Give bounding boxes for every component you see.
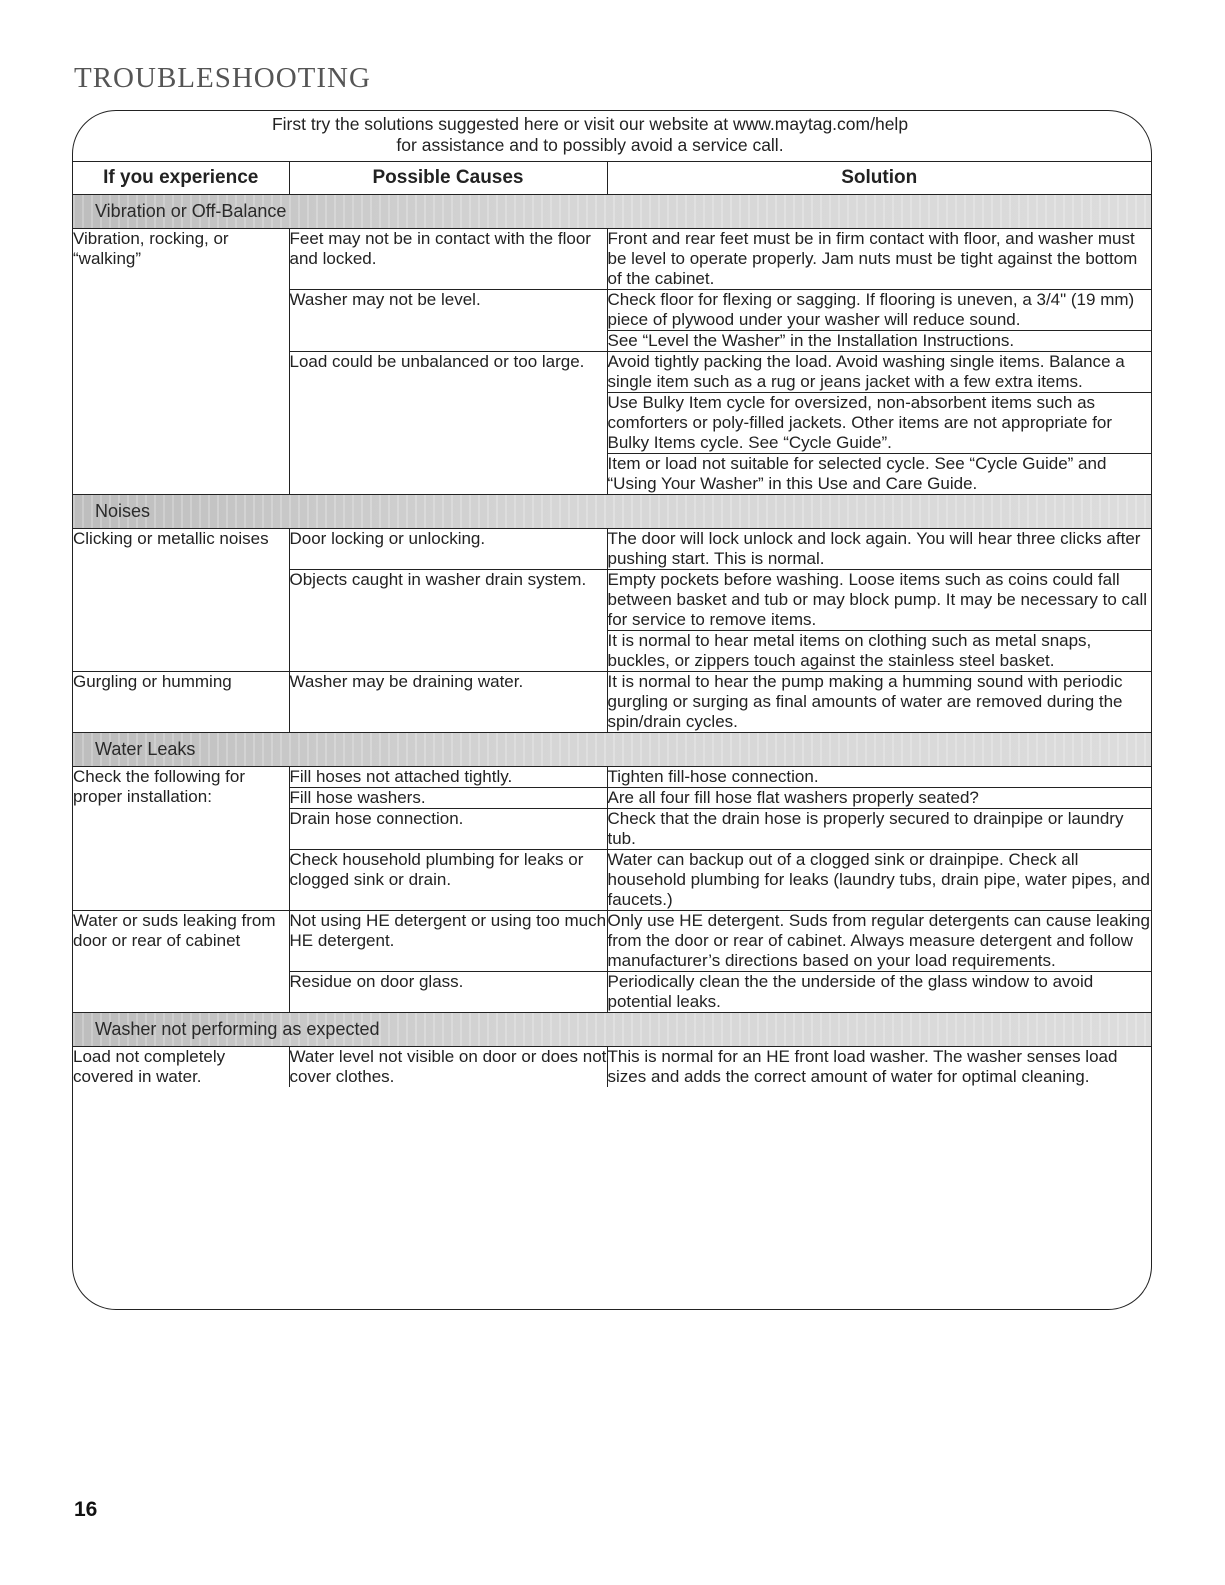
intro-text (150, 114, 1030, 155)
section-header-row (73, 733, 1151, 767)
section-title: Washer not performing as expected (73, 1013, 1151, 1047)
cause-cell: Load could be unbalanced or too large. (289, 352, 607, 495)
section-header-row (73, 495, 1151, 529)
solution-cell: Check floor for flexing or sagging. If flooring is uneven, a 3/4" (19 mm) piece of plywood under your washer will reduce sound. (607, 290, 1151, 331)
experience-cell: Vibration, rocking, or “walking” (73, 229, 289, 495)
header-experience: If you experience (73, 162, 289, 195)
solution-cell: The door will lock unlock and lock again. You will hear three clicks after pushing start. This is normal. (607, 529, 1151, 570)
solution-cell: Are all four fill hose flat washers properly seated? (607, 788, 1151, 809)
section-header-row (73, 195, 1151, 229)
solution-cell: It is normal to hear the pump making a humming sound with periodic gurgling or surging as final amounts of water are removed during the spin/drain cycles. (607, 672, 1151, 733)
page-title: TROUBLESHOOTING (74, 62, 371, 94)
solution-cell: It is normal to hear metal items on clothing such as metal snaps, buckles, or zippers touch against the stainless steel basket. (607, 631, 1151, 672)
experience-cell: Clicking or metallic noises (73, 529, 289, 672)
intro-line: for assistance and to possibly avoid a service call. (396, 134, 784, 155)
table-row (73, 767, 1151, 788)
cause-cell: Drain hose connection. (289, 809, 607, 850)
solution-cell: Check that the drain hose is properly secured to drainpipe or laundry tub. (607, 809, 1151, 850)
cause-cell: Fill hose washers. (289, 788, 607, 809)
solution-cell: Front and rear feet must be in firm contact with floor, and washer must be level to operate properly. Jam nuts must be tight against the bottom of the cabinet. (607, 229, 1151, 290)
table-body (73, 195, 1151, 1088)
solution-cell: Only use HE detergent. Suds from regular detergents can cause leaking from the door or rear of cabinet. Always measure detergent and follow manufacturer’s directions based on your load requirements. (607, 911, 1150, 970)
experience-cell: Gurgling or humming (73, 672, 289, 733)
cause-cell: Objects caught in washer drain system. (289, 570, 607, 672)
cause-cell: Check household plumbing for leaks or clogged sink or drain. (289, 850, 607, 911)
solution-cell: This is normal for an HE front load washer. The washer senses load sizes and adds the correct amount of water for optimal cleaning. (607, 1047, 1118, 1086)
table-header-row (73, 162, 1151, 195)
cause-cell: Not using HE detergent or using too much HE detergent. (289, 911, 607, 972)
troubleshooting-table (73, 161, 1151, 1087)
cause-cell: Residue on door glass. (289, 972, 607, 1013)
page-number: 16 (74, 1498, 98, 1521)
table-row (73, 672, 1151, 733)
solution-cell: Water can backup out of a clogged sink or drainpipe. Check all household plumbing for leaks (laundry tubs, drain pipe, water pipes, and faucets.) (607, 850, 1150, 909)
section-title: Vibration or Off-Balance (73, 195, 1151, 229)
section-header-row (73, 1013, 1151, 1047)
solution-cell: See “Level the Washer” in the Installation Instructions. (607, 331, 1151, 352)
table-row (73, 1047, 1151, 1088)
cause-cell: Fill hoses not attached tightly. (289, 767, 607, 788)
table-row (73, 529, 1151, 570)
solution-cell: Item or load not suitable for selected cycle. See “Cycle Guide” and “Using Your Washer” in this Use and Care Guide. (607, 454, 1151, 495)
cause-cell: Water level not visible on door or does not cover clothes. (289, 1047, 607, 1086)
cause-cell: Feet may not be in contact with the floor and locked. (289, 229, 607, 290)
section-title: Noises (73, 495, 1151, 529)
header-causes: Possible Causes (289, 162, 607, 195)
cause-cell: Door locking or unlocking. (289, 529, 607, 570)
table-row (73, 229, 1151, 290)
solution-cell: Periodically clean the the underside of the glass window to avoid potential leaks. (607, 972, 1151, 1013)
solution-cell: Tighten fill-hose connection. (607, 767, 1151, 788)
section-title: Water Leaks (73, 733, 1151, 767)
intro-line: First try the solutions suggested here or visit our website at www.maytag.com/help (271, 114, 909, 134)
experience-cell: Water or suds leaking from door or rear of cabinet (73, 911, 289, 1013)
experience-cell: Check the following for proper installation: (73, 767, 289, 911)
cause-cell: Washer may be draining water. (289, 672, 607, 733)
header-solution: Solution (607, 162, 1151, 195)
table-row (73, 911, 1151, 972)
solution-cell: Empty pockets before washing. Loose items such as coins could fall between basket and tub or may block pump. It may be necessary to call for service to remove items. (607, 570, 1151, 631)
experience-cell: Load not completely covered in water. (73, 1047, 289, 1088)
solution-cell: Use Bulky Item cycle for oversized, non-absorbent items such as comforters or poly-filled jackets. Other items are not appropriate for Bulky Items cycle. See “Cycle Guide”. (607, 393, 1151, 454)
solution-cell: Avoid tightly packing the load. Avoid washing single items. Balance a single item such as a rug or jeans jacket with a few extra items. (607, 352, 1151, 393)
cause-cell: Washer may not be level. (289, 290, 607, 352)
